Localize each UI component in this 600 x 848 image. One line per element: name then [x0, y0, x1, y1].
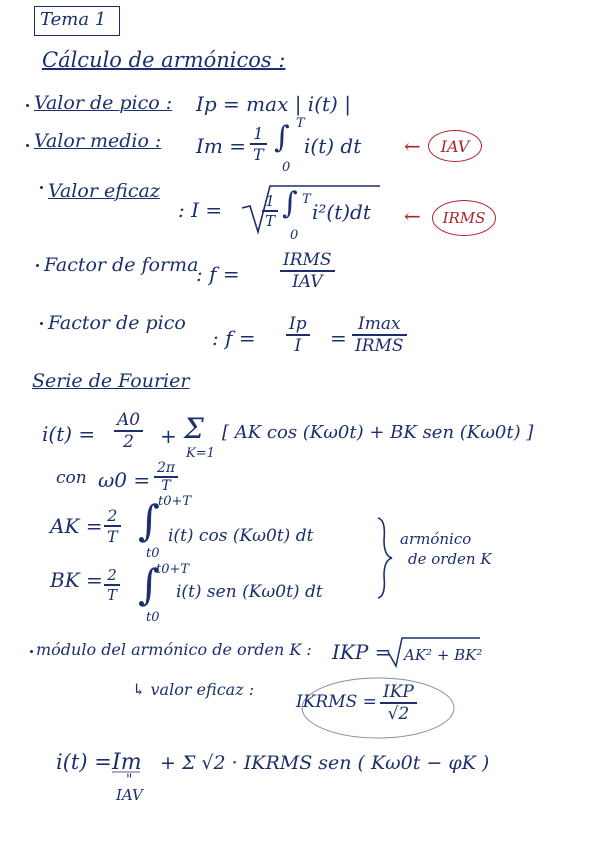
bk-integrand: i(t) sen (Kω0t) dt	[176, 582, 323, 602]
integral-sign: ∫	[138, 496, 160, 545]
integral-sign: ∫	[282, 186, 298, 221]
fourier-heading: Serie de Fourier	[32, 370, 190, 392]
bk-den: T	[107, 585, 118, 604]
page-title: Cálculo de armónicos :	[42, 48, 286, 72]
ak-integrand: i(t) cos (Kω0t) dt	[168, 526, 314, 546]
modulo-label: módulo del armónico de orden K :	[36, 640, 312, 659]
tema-label: Tema 1	[40, 9, 107, 30]
medio-frac-den: T	[253, 144, 264, 164]
ak-fraction	[104, 506, 121, 546]
final-rest: + Σ √2 · IKRMS sen ( Kω0t − φK )	[160, 752, 490, 774]
forma-num: IRMS	[283, 250, 332, 270]
ak-num: 2	[107, 506, 118, 525]
medio-integrand: i(t) dt	[304, 134, 362, 158]
brace-stroke	[378, 518, 392, 598]
omega-num: 2π	[157, 460, 176, 476]
final-im: Im	[112, 750, 142, 775]
eficaz-frac-num: 1	[265, 192, 275, 210]
irms-circle	[432, 200, 496, 236]
eficaz-integrand: i²(t)dt	[312, 200, 371, 224]
medio-frac-num: 1	[253, 124, 264, 143]
modulo-lhs: IKP =	[332, 640, 392, 664]
con-word: con	[56, 468, 87, 488]
bk-lower: t0	[146, 610, 160, 625]
picof-num-1: Ip	[289, 314, 307, 334]
medio-label: Valor medio :	[34, 130, 162, 152]
forma-lhs: : f =	[196, 262, 240, 286]
picof-den-2: IRMS	[355, 335, 404, 356]
forma-label: Factor de forma	[44, 254, 199, 276]
iav-circle-text: IAV	[440, 136, 470, 156]
eficaz-lower: 0	[290, 228, 299, 243]
final-iav: IAV	[116, 786, 143, 804]
bk-fraction	[104, 566, 120, 604]
eficaz-lhs: : I =	[178, 198, 223, 222]
ak-upper: t0+T	[158, 494, 192, 509]
brace-note-1: armónico	[400, 530, 472, 548]
ak-lower: t0	[146, 546, 160, 561]
pico-label: Valor de pico :	[34, 92, 173, 114]
bk-upper: t0+T	[156, 562, 190, 577]
modulo-radicand: AK² + BK²	[404, 646, 483, 664]
bk-num: 2	[107, 566, 117, 584]
medio-lhs: Im =	[196, 134, 246, 158]
pico-formula: Ip = max | i(t) |	[196, 92, 351, 116]
series-lhs: i(t) =	[42, 422, 96, 446]
bullet	[30, 650, 33, 653]
medio-upper: T	[296, 116, 305, 131]
picof-fraction-1	[286, 314, 310, 356]
omega-fraction	[154, 460, 178, 494]
omega-den: T	[161, 477, 171, 494]
medio-arrow: ←	[404, 134, 421, 158]
eficaz-arrow: ←	[404, 204, 421, 228]
picof-fraction-2	[352, 314, 407, 356]
integral-sign: ∫	[138, 560, 160, 609]
bullet	[36, 264, 39, 267]
ik-rms-num: IKP	[383, 682, 414, 702]
integral-sign: ∫	[274, 120, 290, 155]
eficaz-fraction	[262, 192, 278, 230]
ak-lhs: AK =	[50, 514, 103, 538]
medio-fraction	[250, 124, 267, 164]
bk-lhs: BK =	[50, 568, 103, 592]
picof-equals: =	[330, 326, 347, 350]
ak-den: T	[107, 526, 118, 546]
irms-circle-text: IRMS	[442, 209, 486, 227]
forma-den: IAV	[292, 271, 323, 292]
pico-factor-label: Factor de pico	[48, 312, 186, 334]
bullet	[40, 322, 43, 325]
sigma-symbol: Σ	[184, 412, 204, 445]
eficaz-label: Valor eficaz	[48, 180, 160, 202]
final-lhs: i(t) =	[56, 750, 112, 774]
ik-rms-den: √2	[387, 703, 410, 724]
valor-eficaz-label: ↳ valor eficaz :	[132, 680, 255, 699]
picof-lhs: : f =	[212, 326, 256, 350]
omega-lhs: ω0 =	[98, 468, 151, 492]
ik-rms-lhs: IKRMS =	[296, 692, 377, 712]
picof-den-1: I	[294, 335, 302, 356]
bullet	[26, 144, 29, 147]
a0-num: A0	[117, 410, 141, 430]
bullet	[26, 104, 29, 107]
eficaz-frac-den: T	[265, 211, 276, 230]
sum-body: [ AK cos (Kω0t) + BK sen (Kω0t) ]	[222, 422, 534, 443]
brace-note-2: de orden K	[408, 550, 492, 568]
medio-lower: 0	[282, 160, 291, 175]
forma-fraction	[280, 250, 335, 292]
ik-rms-fraction	[380, 682, 417, 724]
picof-num-2: Imax	[358, 314, 401, 334]
series-plus: +	[160, 424, 177, 448]
sum-lower: K=1	[186, 446, 215, 461]
final-ditto: "	[126, 772, 133, 788]
iav-circle	[428, 130, 482, 162]
bullet	[40, 186, 43, 189]
a0-den: 2	[123, 431, 134, 452]
eficaz-upper: T	[302, 192, 311, 207]
a0-fraction	[114, 410, 143, 452]
